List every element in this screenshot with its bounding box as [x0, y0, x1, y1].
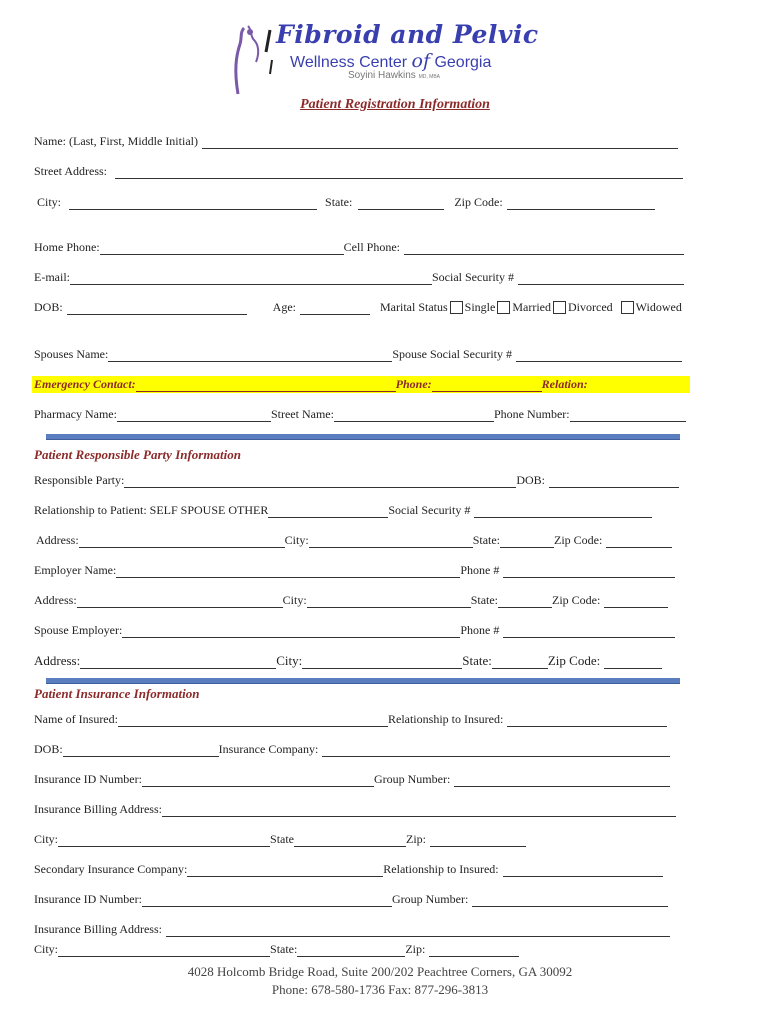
single-checkbox[interactable]	[450, 301, 463, 314]
patient-name-row	[34, 134, 678, 149]
logo-title: Fibroid and Pelvic	[276, 20, 539, 49]
insurance-zip2-field[interactable]	[429, 946, 519, 957]
billing-address2-field[interactable]	[166, 926, 670, 937]
group-number2-label: Group Number:	[391, 892, 469, 906]
emergency-relation-label: Relation:	[541, 377, 588, 391]
zip-label: Zip Code:	[454, 195, 503, 209]
address-zip-field[interactable]	[606, 537, 672, 548]
insured-dob-label: DOB:	[34, 742, 63, 756]
spouse-employer-phone-label: Phone #	[460, 623, 500, 637]
home-phone-field[interactable]	[100, 244, 344, 255]
phone-row	[34, 240, 684, 255]
cell-phone-field[interactable]	[404, 244, 684, 255]
street-field[interactable]	[115, 168, 683, 179]
logo-doctor-name: Soyini Hawkins MD, MBA	[348, 70, 440, 81]
insurance-zip2-label: Zip:	[405, 942, 426, 956]
insurance-company-field[interactable]	[322, 746, 670, 757]
age-label: Age:	[272, 300, 296, 314]
email-row	[34, 270, 684, 285]
employer-address-label: Address:	[34, 593, 77, 607]
spouse-city-label: City:	[276, 653, 303, 668]
employer-city-field[interactable]	[307, 597, 471, 608]
insurance-city-row	[34, 832, 526, 847]
spouse-name-field[interactable]	[108, 351, 392, 362]
section-divider	[46, 434, 680, 440]
married-checkbox[interactable]	[497, 301, 510, 314]
billing-address2-row	[34, 922, 670, 937]
pharmacy-street-label: Street Name:	[270, 407, 334, 421]
address-field[interactable]	[79, 537, 285, 548]
spouse-name-label: Spouses Name:	[34, 347, 109, 361]
name-field[interactable]	[202, 138, 678, 149]
billing-address-label: Insurance Billing Address:	[34, 802, 162, 816]
state-label: State:	[325, 195, 353, 209]
secondary-insurance-field[interactable]	[187, 866, 383, 877]
insurance-city-label: City:	[34, 832, 59, 846]
relationship-insured-label: Relationship to Insured:	[387, 712, 504, 726]
spouse-employer-row	[34, 623, 675, 638]
city-state-zip-row	[34, 195, 655, 210]
employer-phone-field[interactable]	[503, 567, 675, 578]
relationship-row	[34, 503, 652, 518]
relationship-insured2-label: Relationship to Insured:	[383, 862, 499, 876]
group-number2-field[interactable]	[472, 896, 668, 907]
insurance-id-field[interactable]	[142, 776, 374, 787]
divorced-checkbox[interactable]	[553, 301, 566, 314]
relationship-insured-field[interactable]	[507, 716, 667, 727]
insurance-id-row	[34, 772, 670, 787]
spouse-zip-label: Zip Code:	[547, 653, 601, 668]
employer-state-field[interactable]	[498, 597, 552, 608]
footer-phone: Phone: 678-580-1736 Fax: 877-296-3813	[271, 982, 489, 997]
employer-field[interactable]	[116, 567, 460, 578]
billing-address2-label: Insurance Billing Address:	[34, 922, 162, 936]
insurance-id-label: Insurance ID Number:	[34, 772, 142, 786]
employer-address-row	[34, 593, 668, 608]
insurance-company-label: Insurance Company:	[218, 742, 319, 756]
pharmacy-label: Pharmacy Name:	[34, 407, 117, 421]
clinic-logo	[230, 18, 560, 98]
marital-label: Marital Status	[380, 300, 448, 314]
pharmacy-field[interactable]	[117, 411, 271, 422]
insurance-city2-field[interactable]	[58, 946, 270, 957]
insured-dob-field[interactable]	[63, 746, 219, 757]
street-row	[34, 164, 683, 179]
address-city-label: City:	[284, 533, 309, 547]
spouse-ssn-label: Spouse Social Security #	[392, 347, 512, 361]
street-label: Street Address:	[34, 164, 107, 178]
single-option: Single	[464, 300, 496, 314]
relationship-label: Relationship to Patient: SELF SPOUSE OTHER	[34, 503, 269, 517]
state-field[interactable]	[358, 199, 444, 210]
employer-zip-field[interactable]	[604, 597, 668, 608]
billing-address-row	[34, 802, 676, 817]
pharmacy-phone-label: Phone Number:	[493, 407, 570, 421]
secondary-insurance-row	[34, 862, 663, 877]
spouse-employer-address-row	[34, 653, 662, 669]
group-number-field[interactable]	[454, 776, 670, 787]
responsible-ssn-field[interactable]	[474, 507, 652, 518]
city-field[interactable]	[69, 199, 317, 210]
responsible-ssn-label: Social Security #	[388, 503, 471, 517]
spouse-state-label: State:	[462, 653, 492, 668]
email-field[interactable]	[70, 274, 432, 285]
emergency-phone-field[interactable]	[432, 381, 542, 392]
responsible-dob-field[interactable]	[549, 477, 679, 488]
emergency-label: Emergency Contact:	[34, 377, 136, 391]
responsible-address-row	[34, 533, 672, 548]
logo-subtitle: Wellness Center of Georgia	[290, 50, 492, 72]
relationship-other-field[interactable]	[268, 507, 388, 518]
spouse-zip-field[interactable]	[604, 658, 662, 669]
spouse-address-label: Address:	[34, 653, 81, 668]
ssn-label: Social Security #	[432, 270, 514, 284]
relationship-insured2-field[interactable]	[503, 866, 663, 877]
spouse-address-field[interactable]	[80, 658, 276, 669]
address-label: Address:	[36, 533, 79, 547]
employer-city-label: City:	[282, 593, 307, 607]
insured-row	[34, 712, 667, 727]
woman-silhouette-icon	[230, 22, 276, 96]
footer-address: 4028 Holcomb Bridge Road, Suite 200/202 Peachtree Corners, GA 30092	[187, 964, 573, 979]
insurance-state2-label: State:	[270, 942, 298, 956]
name-label: Name: (Last, First, Middle Initial)	[34, 134, 198, 148]
responsible-heading: Patient Responsible Party Information	[34, 447, 241, 462]
widowed-checkbox[interactable]	[621, 301, 634, 314]
emergency-row	[34, 377, 588, 392]
employer-phone-label: Phone #	[460, 563, 500, 577]
insurance-city-field[interactable]	[58, 836, 270, 847]
spouse-employer-field[interactable]	[122, 627, 460, 638]
address-state-label: State:	[472, 533, 501, 547]
insurance-zip-field[interactable]	[430, 836, 526, 847]
secondary-insurance-label: Secondary Insurance Company:	[34, 862, 188, 876]
insurance-id2-label: Insurance ID Number:	[34, 892, 142, 906]
divorced-option: Divorced	[568, 300, 613, 314]
responsible-party-label: Responsible Party:	[34, 473, 125, 487]
billing-address-field[interactable]	[162, 806, 676, 817]
responsible-dob-label: DOB:	[516, 473, 545, 487]
ssn-field[interactable]	[518, 274, 684, 285]
dob-field[interactable]	[67, 304, 247, 315]
zip-field[interactable]	[507, 199, 655, 210]
pharmacy-street-field[interactable]	[334, 411, 494, 422]
insured-field[interactable]	[118, 716, 388, 727]
employer-state-label: State:	[470, 593, 499, 607]
employer-label: Employer Name:	[34, 563, 117, 577]
pharmacy-row	[34, 407, 686, 422]
section-divider	[46, 678, 680, 684]
employer-address-field[interactable]	[77, 597, 283, 608]
email-label: E-mail:	[34, 270, 70, 284]
insurance-id2-field[interactable]	[142, 896, 392, 907]
insurance-city2-row	[34, 942, 519, 957]
employer-row	[34, 563, 675, 578]
emergency-field[interactable]	[136, 381, 396, 392]
widowed-option: Widowed	[635, 300, 682, 314]
dob-label: DOB:	[34, 300, 63, 314]
city-label: City:	[37, 195, 62, 209]
responsible-party-field[interactable]	[124, 477, 516, 488]
responsible-party-row	[34, 473, 679, 488]
spouse-employer-phone-field[interactable]	[503, 627, 675, 638]
insurance-id2-row	[34, 892, 668, 907]
spouse-ssn-field[interactable]	[516, 351, 682, 362]
insurance-state-label: State	[270, 832, 295, 846]
emergency-phone-label: Phone:	[395, 377, 432, 391]
insured-label: Name of Insured:	[34, 712, 118, 726]
spouse-state-field[interactable]	[492, 658, 548, 669]
married-option: Married	[512, 300, 551, 314]
employer-zip-label: Zip Code:	[552, 593, 601, 607]
address-zip-label: Zip Code:	[554, 533, 603, 547]
insurance-state-field[interactable]	[294, 836, 406, 847]
spouse-row	[34, 347, 682, 362]
group-number-label: Group Number:	[373, 772, 451, 786]
spouse-city-field[interactable]	[302, 658, 462, 669]
age-field[interactable]	[300, 304, 370, 315]
insurance-heading: Patient Insurance Information	[34, 686, 200, 701]
address-city-field[interactable]	[309, 537, 473, 548]
dob-age-marital-row	[34, 300, 682, 315]
insurance-zip-label: Zip:	[406, 832, 427, 846]
form-title: Patient Registration Information	[300, 97, 490, 112]
insured-dob-row	[34, 742, 670, 757]
home-phone-label: Home Phone:	[34, 240, 100, 254]
address-state-field[interactable]	[500, 537, 554, 548]
pharmacy-phone-field[interactable]	[570, 411, 686, 422]
cell-phone-label: Cell Phone:	[343, 240, 401, 254]
spouse-employer-label: Spouse Employer:	[34, 623, 123, 637]
insurance-city2-label: City:	[34, 942, 59, 956]
insurance-state2-field[interactable]	[297, 946, 405, 957]
